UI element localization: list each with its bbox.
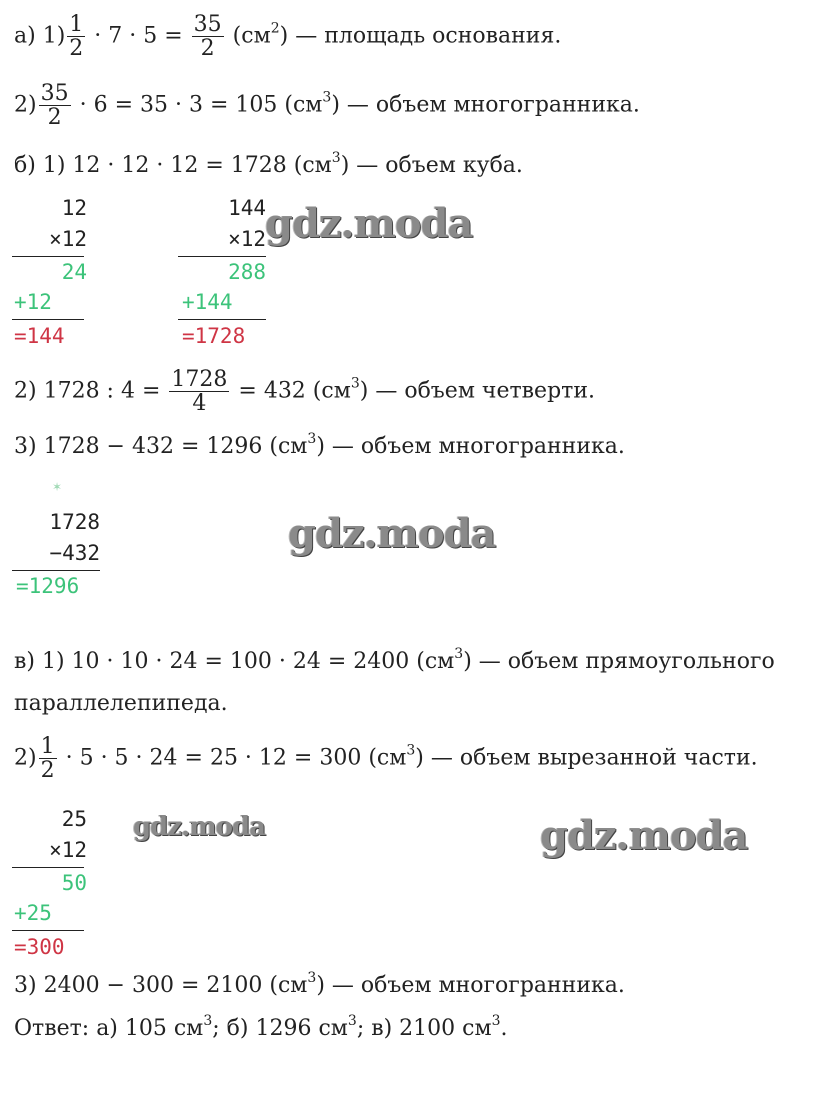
line-c3 bbox=[14, 970, 625, 998]
answer-c: ; в) 2100 см bbox=[356, 1016, 492, 1041]
operand-b: ×12 bbox=[49, 838, 87, 862]
line-a2 bbox=[14, 82, 640, 129]
exponent: 3 bbox=[322, 89, 332, 106]
line-a1-prefix: а) 1) bbox=[14, 23, 66, 49]
divider-line bbox=[12, 570, 100, 571]
line-b1 bbox=[14, 150, 523, 178]
fraction-35-2 bbox=[39, 82, 71, 129]
frac-den: 2 bbox=[40, 758, 55, 784]
divider-line bbox=[178, 256, 266, 257]
exponent: 3 bbox=[406, 742, 416, 759]
line-a2-prefix: 2) bbox=[14, 92, 37, 118]
result: =300 bbox=[14, 935, 65, 959]
operand-a: 144 bbox=[228, 196, 266, 220]
line-a1-mid: · 7 · 5 = bbox=[94, 23, 183, 49]
line-b3-text: 3) 1728 − 432 = 1296 (см bbox=[14, 434, 308, 459]
line-c2-mid: · 5 · 5 · 24 = 25 · 12 = 300 (см bbox=[65, 745, 407, 771]
line-b2 bbox=[14, 368, 595, 415]
unit: (см bbox=[232, 23, 271, 49]
line-a2-tail: ) — объем многогранника. bbox=[331, 92, 640, 118]
line-a2-mid: · 6 = 35 · 3 = 105 (см bbox=[79, 92, 323, 118]
watermark: gdz.moda bbox=[265, 200, 473, 247]
watermark: gdz.moda bbox=[288, 510, 496, 557]
fraction-half bbox=[39, 735, 57, 782]
line-b2-prefix: 2) 1728 : 4 = bbox=[14, 378, 161, 404]
fraction-35-2 bbox=[192, 13, 224, 60]
watermark: gdz.moda bbox=[540, 812, 748, 859]
column-multiplication-144x12 bbox=[178, 198, 268, 353]
operand-b: ×12 bbox=[228, 227, 266, 251]
line-c2-tail: ) — объем вырезанной части. bbox=[415, 745, 758, 771]
frac-den: 2 bbox=[69, 36, 84, 62]
frac-den: 4 bbox=[192, 391, 207, 417]
operand-a: 12 bbox=[61, 196, 87, 220]
partial-product-2: +25 bbox=[14, 901, 52, 925]
frac-den: 2 bbox=[200, 36, 215, 62]
line-c3-tail: ) — объем многогранника. bbox=[316, 973, 625, 998]
exponent: 3 bbox=[307, 970, 317, 986]
line-b3 bbox=[14, 431, 625, 459]
operand-a: 1728 bbox=[49, 510, 100, 534]
line-a1-tail: ) — площадь основания. bbox=[279, 23, 562, 49]
divider-line bbox=[12, 930, 84, 931]
line-c1b: параллелепипеда. bbox=[14, 691, 228, 716]
divider-line bbox=[178, 319, 266, 320]
operand-b: −432 bbox=[49, 541, 100, 565]
result: =1296 bbox=[16, 574, 80, 598]
line-c1 bbox=[14, 646, 775, 674]
exponent: 3 bbox=[454, 646, 464, 662]
result: =144 bbox=[14, 324, 65, 348]
frac-den: 2 bbox=[47, 105, 62, 131]
partial-product-2: +144 bbox=[182, 290, 233, 314]
frac-num: 35 bbox=[40, 81, 69, 106]
line-b2-tail: ) — объем четверти. bbox=[359, 378, 595, 404]
exponent: 2 bbox=[270, 20, 280, 37]
exponent: 3 bbox=[203, 1013, 213, 1029]
fraction-1728-4 bbox=[169, 368, 229, 415]
watermark: gdz.moda bbox=[133, 812, 266, 842]
partial-product-1: 288 bbox=[228, 260, 266, 284]
answer-a: Ответ: а) 105 см bbox=[14, 1016, 204, 1041]
line-c2-prefix: 2) bbox=[14, 745, 37, 771]
sparkle-icon: ✶ bbox=[52, 480, 63, 494]
partial-product-1: 50 bbox=[61, 871, 87, 895]
divider-line bbox=[12, 867, 84, 868]
exponent: 3 bbox=[307, 431, 317, 447]
operand-a: 25 bbox=[61, 807, 87, 831]
exponent: 3 bbox=[331, 150, 341, 166]
answer-line bbox=[14, 1013, 508, 1041]
operand-b: ×12 bbox=[49, 227, 87, 251]
line-c3-text: 3) 2400 − 300 = 2100 (см bbox=[14, 973, 308, 998]
result: =1728 bbox=[182, 324, 246, 348]
line-b3-tail: ) — объем многогранника. bbox=[316, 434, 625, 459]
line-c2 bbox=[14, 735, 758, 782]
line-c1-text: в) 1) 10 · 10 · 24 = 100 · 24 = 2400 (см bbox=[14, 649, 455, 674]
exponent: 3 bbox=[347, 1013, 357, 1029]
fraction-half bbox=[67, 13, 85, 60]
answer-end: . bbox=[500, 1016, 508, 1041]
partial-product-2: +12 bbox=[14, 290, 52, 314]
frac-num: 1 bbox=[40, 734, 55, 759]
frac-num: 1 bbox=[69, 12, 84, 37]
partial-product-1: 24 bbox=[61, 260, 87, 284]
line-a1 bbox=[14, 13, 561, 60]
divider-line bbox=[12, 319, 84, 320]
frac-num: 1728 bbox=[171, 367, 228, 392]
line-b1-tail: ) — объем куба. bbox=[340, 153, 523, 178]
frac-num: 35 bbox=[193, 12, 222, 37]
answer-b: ; б) 1296 см bbox=[212, 1016, 348, 1041]
line-b1-text: б) 1) 12 · 12 · 12 = 1728 (см bbox=[14, 153, 332, 178]
column-multiplication-12x12 bbox=[12, 198, 87, 353]
exponent: 3 bbox=[350, 375, 360, 392]
divider-line bbox=[12, 256, 84, 257]
line-c1-tail: ) — объем прямоугольного bbox=[463, 649, 775, 674]
line-b2-mid: = 432 (см bbox=[238, 378, 351, 404]
column-multiplication-25x12 bbox=[12, 809, 87, 964]
column-subtraction-1728-432 bbox=[12, 512, 102, 604]
exponent: 3 bbox=[491, 1013, 501, 1029]
